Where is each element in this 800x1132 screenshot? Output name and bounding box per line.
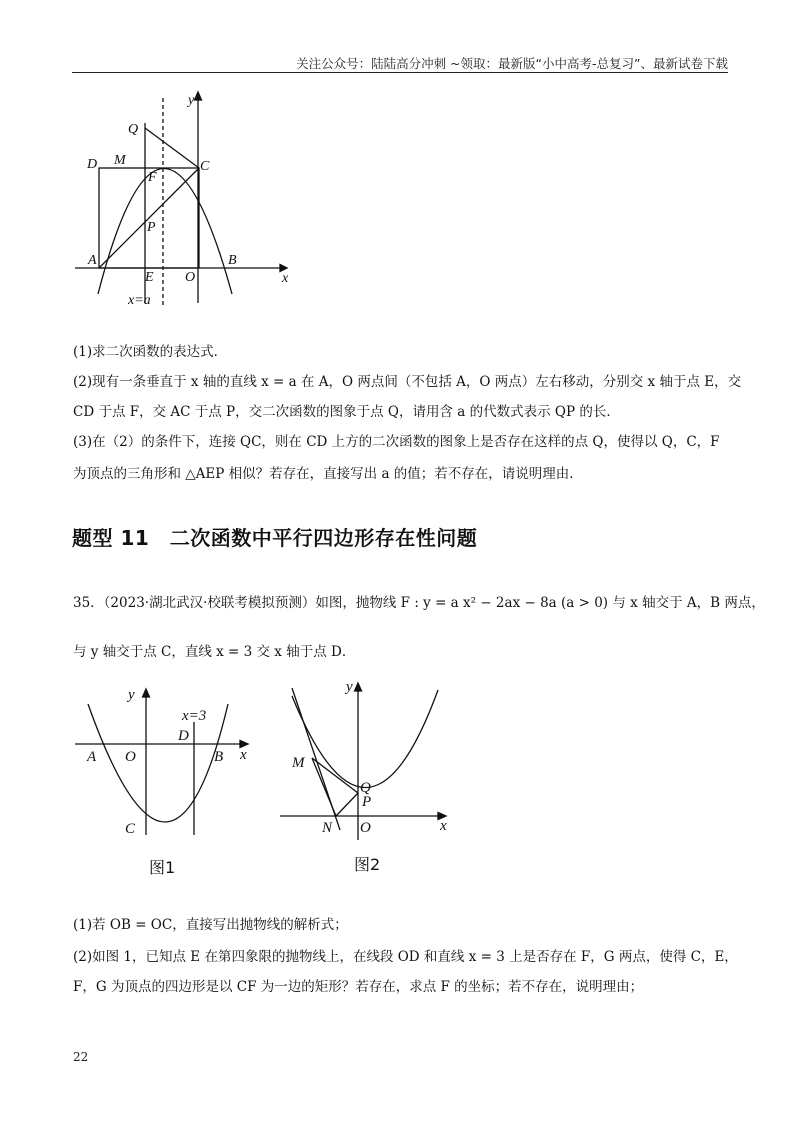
fig2-label-x: x <box>440 818 447 834</box>
fig1-label-O: O <box>125 749 136 765</box>
q34-part3-line1: (3)在（2）的条件下，连接 QC，则在 CD 上方的二次函数的图象上是否存在这样的点 Q，使得以 Q，C，F <box>73 434 720 450</box>
label-line-x-eq-a: x=a <box>128 293 151 308</box>
q35-part2-line2: F，G 为顶点的四边形是以 CF 为一边的矩形？若存在，求点 F 的坐标；若不存在，说明理由； <box>73 979 644 995</box>
parabola-curve <box>98 169 232 295</box>
fig2-label-O: O <box>360 820 371 836</box>
segment-QC <box>145 128 199 168</box>
fig2-label-N: N <box>322 820 333 836</box>
fig2-caption: 图2 <box>354 855 381 874</box>
label-Q: Q <box>128 122 139 137</box>
q34-part3-line2: 为顶点的三角形和 △AEP 相似？若存在，直接写出 a 的值；若不存在，请说明理由． <box>73 466 583 482</box>
q34-part2-line2: CD 于点 F，交 AC 于点 P，交二次函数的图象于点 Q，请用含 a 的代数式表示 QP 的长． <box>73 404 620 420</box>
label-O: O <box>185 270 196 285</box>
fig2-label-P: P <box>362 794 372 810</box>
page-number: 22 <box>73 1050 89 1064</box>
parabola-curve <box>88 704 228 822</box>
section-title: 题型 11 二次函数中平行四边形存在性问题 <box>72 526 478 550</box>
segment-NQ <box>336 793 358 816</box>
figure-2 <box>270 672 470 878</box>
fig2-label-M: M <box>292 755 305 771</box>
page-header: 关注公众号：陆陆高分冲刺 ~领取：最新版“小中高考-总复习”、最新试卷下载 <box>296 56 728 71</box>
label-F: F <box>148 170 157 185</box>
fig2-label-Q: Q <box>360 780 371 796</box>
y-arrow <box>143 689 150 697</box>
fig1-label-line: x=3 <box>182 708 207 724</box>
fig1-label-A: A <box>87 749 97 765</box>
fig1-label-x: x <box>240 747 247 763</box>
label-C: C <box>200 159 210 174</box>
figure-1 <box>70 680 260 880</box>
fig1-label-C: C <box>125 821 136 837</box>
label-B: B <box>228 253 237 268</box>
q34-part2-line1: (2)现有一条垂直于 x 轴的直线 x = a 在 A，O 两点间（不包括 A，O 两点）左右移动，分别交 x 轴于点 E，交 <box>73 374 742 390</box>
header-rule <box>72 72 728 73</box>
label-A: A <box>88 253 97 268</box>
label-D: D <box>87 157 98 172</box>
y-arrow <box>195 92 202 100</box>
q35-intro-line1: 35．（2023·湖北武汉·校联考模拟预测）如图，抛物线 F : y = a x² − 2ax − 8a (a > 0) 与 x 轴交于 A，B 两点， <box>73 595 765 611</box>
fig1-caption: 图1 <box>149 858 176 877</box>
q35-part1: (1)若 OB = OC，直接写出抛物线的解析式； <box>73 917 348 933</box>
q34-part1: (1)求二次函数的表达式． <box>73 344 228 360</box>
q35-intro-line2: 与 y 轴交于点 C，直线 x = 3 交 x 轴于点 D． <box>73 644 356 660</box>
label-y: y <box>188 93 195 108</box>
label-E: E <box>145 270 154 285</box>
y-arrow <box>355 683 362 691</box>
fig1-label-B: B <box>214 749 224 765</box>
label-x: x <box>282 271 289 286</box>
fig2-label-y: y <box>346 679 353 695</box>
parabola-curve <box>292 690 438 788</box>
figure-top <box>70 88 310 310</box>
label-M: M <box>114 153 126 168</box>
fig1-label-D: D <box>178 728 189 744</box>
q35-part2-line1: (2)如图 1，已知点 E 在第四象限的抛物线上，在线段 OD 和直线 x = 3 上是否存在 F，G 两点，使得 C，E， <box>73 949 738 965</box>
label-P: P <box>147 220 156 235</box>
fig1-label-y: y <box>128 687 135 703</box>
